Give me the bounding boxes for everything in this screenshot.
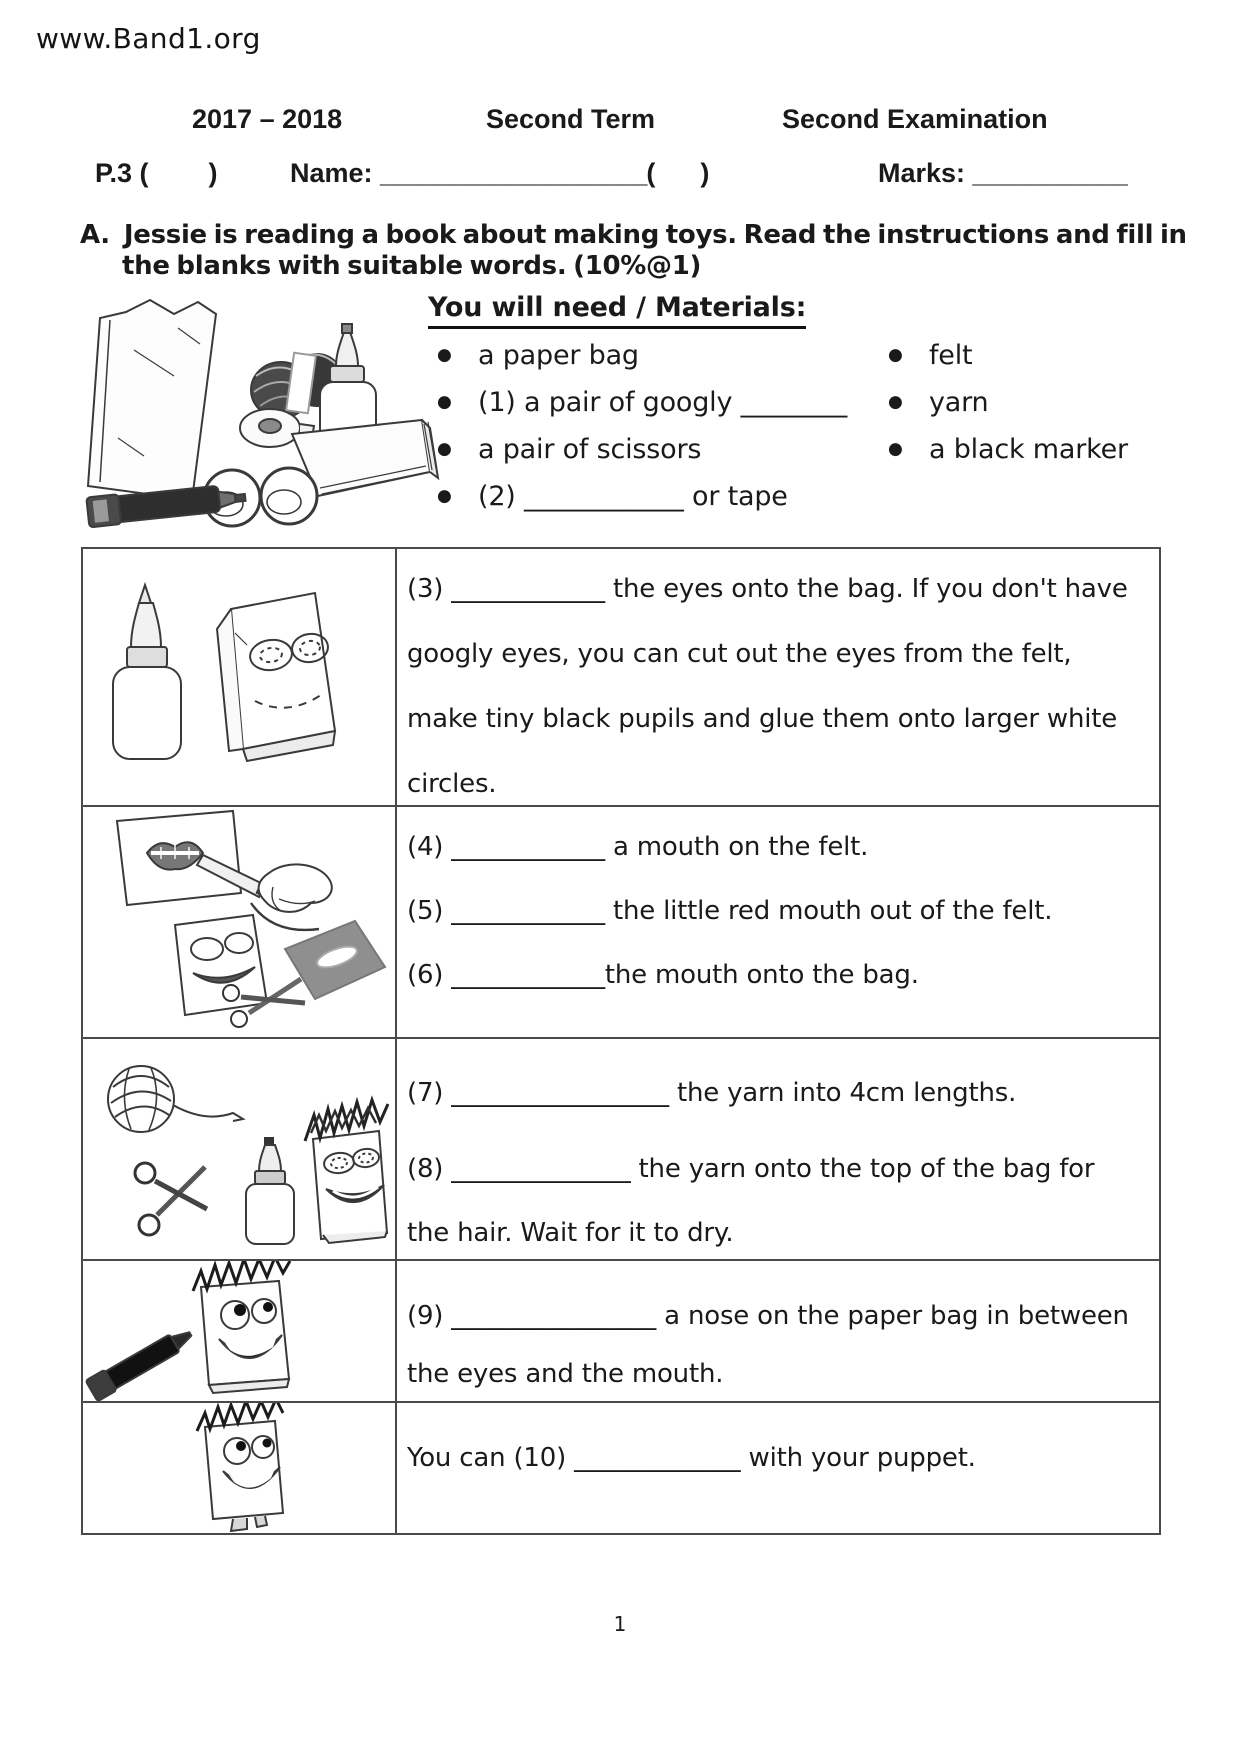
bag-puppet-face-icon bbox=[193, 1261, 290, 1393]
list-item bbox=[437, 379, 847, 426]
question-a-text: Jessie is reading a book about making toys. Read the instructions and fill in the blanks with suitable words. (10%@1) bbox=[122, 220, 1187, 281]
table-row bbox=[83, 1037, 1159, 1259]
exam-title: Second Examination bbox=[782, 104, 1048, 134]
page-number: 1 bbox=[613, 1612, 627, 1636]
paper-with-lips-icon bbox=[117, 811, 241, 905]
finished-puppet-illustration bbox=[83, 1403, 395, 1533]
paper-bag-face-icon bbox=[217, 593, 335, 761]
step-sentence: (5) ____________ the little red mouth out of the felt. bbox=[407, 896, 1053, 926]
table-row bbox=[83, 549, 1159, 805]
bullet-icon: ● bbox=[888, 439, 903, 459]
step-text-cell bbox=[397, 1403, 1159, 1533]
material-label: (2) ____________ or tape bbox=[478, 481, 788, 512]
materials-list-left bbox=[437, 332, 847, 520]
step-image-cell bbox=[83, 549, 397, 805]
marks-field bbox=[878, 158, 1127, 189]
bullet-icon: ● bbox=[888, 392, 903, 412]
step-sentence: (4) ____________ a mouth on the felt. bbox=[407, 832, 869, 862]
table-row bbox=[83, 805, 1159, 1037]
table-row bbox=[83, 1259, 1159, 1401]
step-sentence: (6) ____________the mouth onto the bag. bbox=[407, 960, 919, 990]
glue-bottle-icon bbox=[113, 585, 181, 759]
material-label: yarn bbox=[929, 387, 989, 418]
marks-label: Marks: bbox=[878, 158, 973, 188]
question-a-instructions bbox=[80, 220, 1212, 282]
scissors-icon bbox=[135, 1163, 207, 1235]
paper-bag-icon bbox=[88, 300, 216, 500]
materials-heading: You will need / Materials: bbox=[428, 292, 806, 329]
bullet-icon: ● bbox=[437, 439, 452, 459]
step-text-cell bbox=[397, 1261, 1159, 1401]
material-label: a black marker bbox=[929, 434, 1128, 465]
material-label: felt bbox=[929, 340, 973, 371]
step-text-cell bbox=[397, 549, 1159, 805]
step-sentence: (8) ______________ the yarn onto the top of the bag for the hair. Wait for it to dry. bbox=[407, 1154, 1095, 1248]
bullet-icon: ● bbox=[437, 345, 452, 365]
step-text-cell bbox=[397, 1039, 1159, 1259]
name-field bbox=[290, 158, 709, 189]
list-item bbox=[888, 332, 1128, 379]
step-image-cell bbox=[83, 1403, 397, 1533]
name-label: Name: bbox=[290, 158, 381, 188]
marks-blank: ___________ bbox=[972, 158, 1127, 188]
name-blank: ___________________ bbox=[380, 158, 647, 188]
black-marker-icon bbox=[86, 1324, 197, 1401]
list-item bbox=[888, 426, 1128, 473]
question-a-label: A. bbox=[80, 220, 110, 250]
step-image-cell bbox=[83, 1261, 397, 1401]
step-sentence: You can (10) _____________ with your puppet. bbox=[407, 1443, 976, 1473]
table-row bbox=[83, 1401, 1159, 1533]
instructions-table bbox=[81, 547, 1161, 1535]
exam-year: 2017 – 2018 bbox=[192, 104, 343, 134]
site-url: www.Band1.org bbox=[36, 22, 261, 55]
material-label: (1) a pair of googly ________ bbox=[478, 387, 848, 418]
list-item bbox=[437, 332, 847, 379]
class-field: P.3 ( ) bbox=[95, 158, 218, 188]
bullet-icon: ● bbox=[437, 392, 452, 412]
paper-bag-puppet-icon bbox=[197, 1403, 283, 1531]
material-label: a paper bag bbox=[478, 340, 639, 371]
step-image-cell bbox=[83, 1039, 397, 1259]
list-item bbox=[888, 379, 1128, 426]
bullet-icon: ● bbox=[888, 345, 903, 365]
glue-bottle-icon bbox=[246, 1137, 294, 1244]
list-item bbox=[437, 473, 847, 520]
bag-puppet-with-hair-icon bbox=[305, 1100, 388, 1243]
step-sentence: (7) _________________ the yarn into 4cm lengths. bbox=[407, 1078, 1017, 1108]
name-paren: ( ) bbox=[646, 158, 710, 188]
bullet-icon: ● bbox=[437, 486, 452, 506]
step-text-cell bbox=[397, 807, 1159, 1037]
list-item bbox=[437, 426, 847, 473]
marker-nose-illustration bbox=[83, 1261, 395, 1401]
step-image-cell bbox=[83, 807, 397, 1037]
material-label: a pair of scissors bbox=[478, 434, 702, 465]
yarn-scissors-glue-illustration bbox=[83, 1039, 395, 1259]
exam-term: Second Term bbox=[486, 104, 656, 134]
materials-list-right bbox=[888, 332, 1128, 473]
yarn-ball-icon bbox=[108, 1066, 243, 1132]
draw-cut-mouth-illustration bbox=[83, 807, 395, 1037]
glue-eyes-illustration bbox=[83, 549, 395, 805]
step-sentence: (9) ________________ a nose on the paper bag in between the eyes and the mouth. bbox=[407, 1301, 1129, 1389]
step-sentence: (3) ____________ the eyes onto the bag. If you don't have googly eyes, you can cut out the eyes from the felt, make tiny black pupils and glue them onto larger white circles. bbox=[407, 574, 1128, 799]
